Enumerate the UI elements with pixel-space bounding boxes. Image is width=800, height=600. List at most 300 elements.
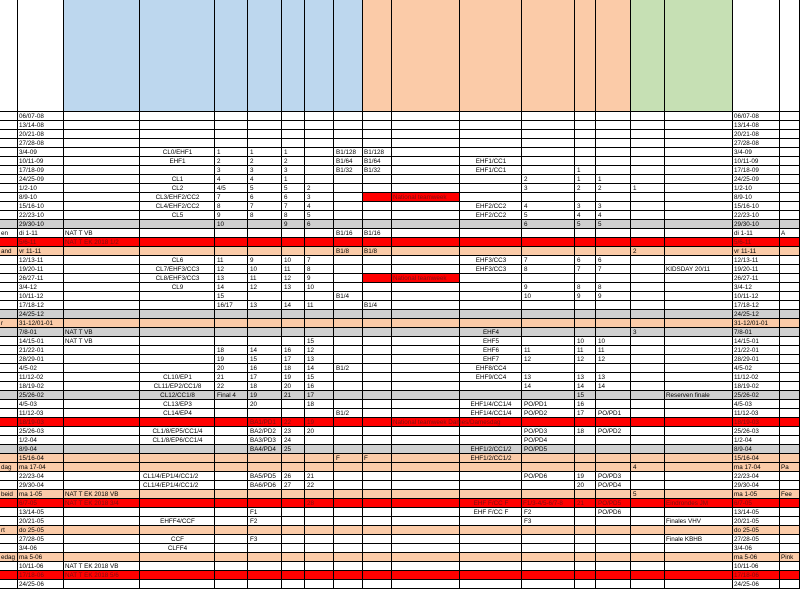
table-cell[interactable] — [0, 499, 18, 508]
column-header-14[interactable] — [596, 0, 631, 112]
table-cell[interactable] — [0, 274, 18, 283]
table-cell[interactable] — [140, 499, 215, 508]
table-cell[interactable] — [780, 436, 800, 445]
table-cell[interactable] — [392, 319, 460, 328]
table-cell[interactable] — [215, 580, 248, 589]
table-cell[interactable] — [392, 328, 460, 337]
table-cell[interactable] — [460, 472, 522, 481]
column-header-0[interactable] — [0, 0, 18, 112]
table-cell[interactable] — [140, 463, 215, 472]
table-cell[interactable] — [631, 562, 665, 571]
table-cell[interactable] — [0, 391, 18, 400]
table-cell[interactable] — [460, 463, 522, 472]
table-cell[interactable] — [522, 238, 575, 247]
table-cell[interactable] — [0, 211, 18, 220]
table-cell[interactable] — [665, 175, 733, 184]
table-cell[interactable] — [596, 319, 631, 328]
table-cell[interactable] — [363, 175, 392, 184]
table-cell[interactable] — [64, 418, 140, 427]
table-cell[interactable] — [522, 490, 575, 499]
table-cell[interactable] — [631, 472, 665, 481]
table-cell[interactable] — [64, 553, 140, 562]
table-cell[interactable] — [596, 310, 631, 319]
table-cell[interactable] — [334, 499, 363, 508]
table-cell[interactable] — [631, 130, 665, 139]
table-cell[interactable] — [282, 292, 305, 301]
table-cell[interactable] — [0, 193, 18, 202]
table-cell[interactable] — [248, 238, 282, 247]
table-cell[interactable] — [780, 535, 800, 544]
column-header-13[interactable] — [575, 0, 596, 112]
table-cell[interactable] — [631, 364, 665, 373]
table-cell[interactable] — [596, 436, 631, 445]
table-cell[interactable] — [460, 139, 522, 148]
table-cell[interactable] — [665, 580, 733, 589]
table-cell[interactable] — [215, 427, 248, 436]
table-cell[interactable] — [522, 193, 575, 202]
table-cell[interactable] — [215, 238, 248, 247]
table-cell[interactable] — [596, 130, 631, 139]
table-cell[interactable] — [665, 355, 733, 364]
table-cell[interactable] — [363, 544, 392, 553]
table-cell[interactable] — [780, 373, 800, 382]
table-cell[interactable] — [631, 319, 665, 328]
table-cell[interactable] — [780, 418, 800, 427]
table-cell[interactable] — [392, 490, 460, 499]
table-cell[interactable] — [665, 526, 733, 535]
table-cell[interactable] — [596, 571, 631, 580]
table-cell[interactable] — [392, 310, 460, 319]
table-cell[interactable] — [0, 535, 18, 544]
table-cell[interactable] — [392, 292, 460, 301]
table-cell[interactable] — [0, 283, 18, 292]
table-cell[interactable] — [363, 391, 392, 400]
table-cell[interactable] — [780, 283, 800, 292]
column-header-3[interactable] — [140, 0, 215, 112]
table-cell[interactable] — [665, 337, 733, 346]
table-cell[interactable] — [363, 472, 392, 481]
table-cell[interactable] — [334, 544, 363, 553]
table-cell[interactable] — [248, 337, 282, 346]
table-cell[interactable] — [392, 553, 460, 562]
table-cell[interactable] — [64, 508, 140, 517]
column-header-10[interactable] — [392, 0, 460, 112]
table-cell[interactable] — [575, 562, 596, 571]
table-cell[interactable] — [282, 535, 305, 544]
table-cell[interactable] — [363, 517, 392, 526]
table-cell[interactable] — [522, 157, 575, 166]
table-cell[interactable] — [596, 553, 631, 562]
table-cell[interactable] — [248, 229, 282, 238]
table-cell[interactable] — [631, 265, 665, 274]
table-cell[interactable] — [334, 220, 363, 229]
table-cell[interactable] — [334, 346, 363, 355]
table-cell[interactable] — [575, 274, 596, 283]
table-cell[interactable] — [305, 247, 334, 256]
table-cell[interactable] — [631, 157, 665, 166]
table-cell[interactable] — [140, 364, 215, 373]
table-cell[interactable] — [363, 274, 392, 283]
table-cell[interactable] — [575, 571, 596, 580]
table-cell[interactable] — [596, 121, 631, 130]
table-cell[interactable] — [305, 238, 334, 247]
table-cell[interactable] — [596, 526, 631, 535]
table-cell[interactable] — [215, 472, 248, 481]
table-cell[interactable] — [305, 112, 334, 121]
table-cell[interactable] — [575, 148, 596, 157]
table-cell[interactable] — [596, 535, 631, 544]
table-cell[interactable] — [665, 283, 733, 292]
table-cell[interactable] — [248, 130, 282, 139]
table-cell[interactable] — [392, 382, 460, 391]
table-cell[interactable] — [64, 148, 140, 157]
table-cell[interactable] — [215, 328, 248, 337]
column-header-5[interactable] — [248, 0, 282, 112]
table-cell[interactable] — [363, 202, 392, 211]
table-cell[interactable] — [575, 157, 596, 166]
table-cell[interactable] — [460, 301, 522, 310]
table-cell[interactable] — [282, 580, 305, 589]
table-cell[interactable] — [575, 553, 596, 562]
table-cell[interactable] — [334, 256, 363, 265]
table-cell[interactable] — [305, 490, 334, 499]
table-cell[interactable] — [248, 319, 282, 328]
table-cell[interactable] — [460, 436, 522, 445]
table-cell[interactable] — [64, 175, 140, 184]
table-cell[interactable] — [215, 499, 248, 508]
table-cell[interactable] — [0, 175, 18, 184]
table-cell[interactable] — [665, 328, 733, 337]
table-cell[interactable] — [305, 175, 334, 184]
table-cell[interactable] — [140, 292, 215, 301]
table-cell[interactable] — [392, 436, 460, 445]
table-cell[interactable] — [460, 148, 522, 157]
table-cell[interactable] — [215, 544, 248, 553]
table-cell[interactable] — [305, 310, 334, 319]
table-cell[interactable] — [64, 382, 140, 391]
table-cell[interactable] — [248, 580, 282, 589]
table-cell[interactable] — [665, 562, 733, 571]
table-cell[interactable] — [0, 355, 18, 364]
table-cell[interactable] — [665, 382, 733, 391]
table-cell[interactable] — [363, 373, 392, 382]
table-cell[interactable] — [248, 121, 282, 130]
table-cell[interactable] — [575, 328, 596, 337]
table-cell[interactable] — [363, 499, 392, 508]
table-cell[interactable] — [522, 121, 575, 130]
table-cell[interactable] — [575, 364, 596, 373]
table-cell[interactable] — [522, 184, 575, 193]
column-header-4[interactable] — [215, 0, 248, 112]
table-cell[interactable] — [305, 121, 334, 130]
table-cell[interactable] — [575, 544, 596, 553]
table-cell[interactable] — [665, 193, 733, 202]
table-cell[interactable] — [334, 310, 363, 319]
table-cell[interactable] — [0, 292, 18, 301]
table-cell[interactable] — [215, 463, 248, 472]
table-cell[interactable] — [334, 508, 363, 517]
table-cell[interactable] — [248, 562, 282, 571]
table-cell[interactable] — [248, 292, 282, 301]
table-cell[interactable] — [522, 535, 575, 544]
table-cell[interactable] — [631, 454, 665, 463]
table-cell[interactable] — [522, 229, 575, 238]
table-cell[interactable] — [575, 436, 596, 445]
table-cell[interactable] — [665, 184, 733, 193]
table-cell[interactable] — [522, 247, 575, 256]
table-cell[interactable] — [392, 499, 460, 508]
table-cell[interactable] — [282, 139, 305, 148]
table-cell[interactable] — [596, 562, 631, 571]
table-cell[interactable] — [631, 121, 665, 130]
table-cell[interactable] — [64, 463, 140, 472]
table-cell[interactable] — [64, 580, 140, 589]
table-cell[interactable] — [0, 112, 18, 121]
table-cell[interactable] — [392, 166, 460, 175]
table-cell[interactable] — [305, 544, 334, 553]
table-cell[interactable] — [596, 301, 631, 310]
table-cell[interactable] — [596, 193, 631, 202]
table-cell[interactable] — [665, 274, 733, 283]
table-cell[interactable] — [392, 229, 460, 238]
table-cell[interactable] — [248, 463, 282, 472]
table-cell[interactable] — [780, 571, 800, 580]
table-cell[interactable] — [64, 436, 140, 445]
table-cell[interactable] — [334, 562, 363, 571]
table-cell[interactable] — [460, 247, 522, 256]
table-cell[interactable] — [334, 445, 363, 454]
table-cell[interactable] — [363, 481, 392, 490]
table-cell[interactable] — [282, 229, 305, 238]
table-cell[interactable] — [334, 283, 363, 292]
table-cell[interactable] — [780, 112, 800, 121]
table-cell[interactable] — [575, 526, 596, 535]
table-cell[interactable] — [334, 337, 363, 346]
table-cell[interactable] — [392, 121, 460, 130]
table-cell[interactable] — [363, 121, 392, 130]
table-cell[interactable] — [363, 265, 392, 274]
table-cell[interactable] — [631, 499, 665, 508]
table-cell[interactable] — [631, 517, 665, 526]
table-cell[interactable] — [392, 481, 460, 490]
table-cell[interactable] — [780, 130, 800, 139]
table-cell[interactable] — [305, 319, 334, 328]
table-cell[interactable] — [248, 409, 282, 418]
table-cell[interactable] — [631, 481, 665, 490]
table-cell[interactable] — [522, 481, 575, 490]
table-cell[interactable] — [575, 463, 596, 472]
table-cell[interactable] — [334, 121, 363, 130]
table-cell[interactable] — [363, 256, 392, 265]
column-header-11[interactable] — [460, 0, 522, 112]
table-cell[interactable] — [460, 553, 522, 562]
table-cell[interactable] — [665, 481, 733, 490]
table-cell[interactable] — [0, 337, 18, 346]
table-cell[interactable] — [215, 319, 248, 328]
table-cell[interactable] — [665, 139, 733, 148]
table-cell[interactable] — [140, 139, 215, 148]
table-cell[interactable] — [575, 121, 596, 130]
table-cell[interactable] — [334, 373, 363, 382]
table-cell[interactable] — [282, 319, 305, 328]
table-cell[interactable] — [665, 508, 733, 517]
table-cell[interactable] — [334, 238, 363, 247]
table-cell[interactable] — [0, 256, 18, 265]
table-cell[interactable] — [631, 220, 665, 229]
table-cell[interactable] — [0, 580, 18, 589]
table-cell[interactable] — [780, 121, 800, 130]
table-cell[interactable] — [305, 463, 334, 472]
table-cell[interactable] — [392, 202, 460, 211]
table-cell[interactable] — [334, 319, 363, 328]
table-cell[interactable] — [0, 571, 18, 580]
table-cell[interactable] — [780, 481, 800, 490]
table-cell[interactable] — [596, 580, 631, 589]
table-cell[interactable] — [631, 256, 665, 265]
table-cell[interactable] — [631, 283, 665, 292]
table-cell[interactable] — [363, 562, 392, 571]
table-cell[interactable] — [780, 184, 800, 193]
table-cell[interactable] — [596, 328, 631, 337]
table-cell[interactable] — [305, 508, 334, 517]
table-cell[interactable] — [780, 508, 800, 517]
table-cell[interactable] — [665, 346, 733, 355]
table-cell[interactable] — [334, 481, 363, 490]
table-cell[interactable] — [0, 166, 18, 175]
table-cell[interactable] — [305, 166, 334, 175]
table-cell[interactable] — [0, 472, 18, 481]
table-cell[interactable] — [305, 328, 334, 337]
table-cell[interactable] — [575, 310, 596, 319]
table-cell[interactable] — [305, 454, 334, 463]
table-cell[interactable] — [780, 256, 800, 265]
table-cell[interactable] — [522, 580, 575, 589]
table-cell[interactable] — [363, 220, 392, 229]
table-cell[interactable] — [363, 355, 392, 364]
table-cell[interactable] — [64, 427, 140, 436]
table-cell[interactable] — [64, 400, 140, 409]
table-cell[interactable] — [64, 454, 140, 463]
table-cell[interactable] — [363, 184, 392, 193]
table-cell[interactable] — [282, 310, 305, 319]
table-cell[interactable] — [140, 238, 215, 247]
table-cell[interactable] — [0, 121, 18, 130]
column-header-16[interactable] — [665, 0, 733, 112]
table-cell[interactable] — [64, 130, 140, 139]
table-cell[interactable] — [64, 364, 140, 373]
table-cell[interactable] — [64, 535, 140, 544]
table-cell[interactable] — [460, 175, 522, 184]
table-cell[interactable] — [780, 445, 800, 454]
table-cell[interactable] — [522, 256, 575, 265]
table-cell[interactable] — [460, 562, 522, 571]
table-cell[interactable] — [631, 229, 665, 238]
table-cell[interactable] — [780, 301, 800, 310]
table-cell[interactable] — [522, 175, 575, 184]
table-cell[interactable] — [0, 562, 18, 571]
table-cell[interactable] — [392, 409, 460, 418]
table-cell[interactable] — [665, 436, 733, 445]
table-cell[interactable] — [248, 490, 282, 499]
column-header-15[interactable] — [631, 0, 665, 112]
table-cell[interactable] — [460, 220, 522, 229]
table-cell[interactable] — [575, 508, 596, 517]
table-cell[interactable] — [780, 580, 800, 589]
table-cell[interactable] — [596, 112, 631, 121]
table-cell[interactable] — [392, 463, 460, 472]
table-cell[interactable] — [631, 211, 665, 220]
table-cell[interactable] — [64, 481, 140, 490]
table-cell[interactable] — [392, 427, 460, 436]
table-cell[interactable] — [0, 436, 18, 445]
table-cell[interactable] — [392, 373, 460, 382]
table-cell[interactable] — [631, 310, 665, 319]
table-cell[interactable] — [64, 112, 140, 121]
table-cell[interactable] — [575, 445, 596, 454]
table-cell[interactable] — [282, 526, 305, 535]
table-cell[interactable] — [392, 562, 460, 571]
table-cell[interactable] — [0, 364, 18, 373]
table-cell[interactable] — [522, 328, 575, 337]
table-cell[interactable] — [363, 508, 392, 517]
table-cell[interactable] — [334, 112, 363, 121]
table-cell[interactable] — [334, 139, 363, 148]
table-cell[interactable] — [522, 301, 575, 310]
table-cell[interactable] — [522, 274, 575, 283]
table-cell[interactable] — [363, 211, 392, 220]
table-cell[interactable] — [215, 121, 248, 130]
table-cell[interactable] — [0, 481, 18, 490]
table-cell[interactable] — [64, 310, 140, 319]
table-cell[interactable] — [215, 454, 248, 463]
table-cell[interactable] — [305, 436, 334, 445]
table-cell[interactable] — [631, 274, 665, 283]
table-cell[interactable] — [64, 544, 140, 553]
table-cell[interactable] — [780, 391, 800, 400]
table-cell[interactable] — [363, 337, 392, 346]
table-cell[interactable] — [780, 247, 800, 256]
table-cell[interactable] — [282, 463, 305, 472]
table-cell[interactable] — [140, 571, 215, 580]
table-cell[interactable] — [334, 193, 363, 202]
table-cell[interactable] — [64, 526, 140, 535]
table-cell[interactable] — [334, 517, 363, 526]
table-cell[interactable] — [522, 202, 575, 211]
table-cell[interactable] — [460, 229, 522, 238]
table-cell[interactable] — [575, 238, 596, 247]
table-cell[interactable] — [0, 508, 18, 517]
table-cell[interactable] — [665, 220, 733, 229]
table-cell[interactable] — [575, 139, 596, 148]
table-cell[interactable] — [665, 157, 733, 166]
table-cell[interactable] — [282, 409, 305, 418]
table-cell[interactable] — [363, 130, 392, 139]
table-cell[interactable] — [575, 418, 596, 427]
table-cell[interactable] — [392, 391, 460, 400]
table-cell[interactable] — [596, 400, 631, 409]
table-cell[interactable] — [334, 265, 363, 274]
table-cell[interactable] — [631, 346, 665, 355]
table-cell[interactable] — [140, 220, 215, 229]
table-cell[interactable] — [282, 247, 305, 256]
table-cell[interactable] — [334, 553, 363, 562]
table-cell[interactable] — [64, 319, 140, 328]
table-cell[interactable] — [631, 409, 665, 418]
table-cell[interactable] — [631, 139, 665, 148]
table-cell[interactable] — [665, 130, 733, 139]
table-cell[interactable] — [596, 517, 631, 526]
table-cell[interactable] — [780, 499, 800, 508]
